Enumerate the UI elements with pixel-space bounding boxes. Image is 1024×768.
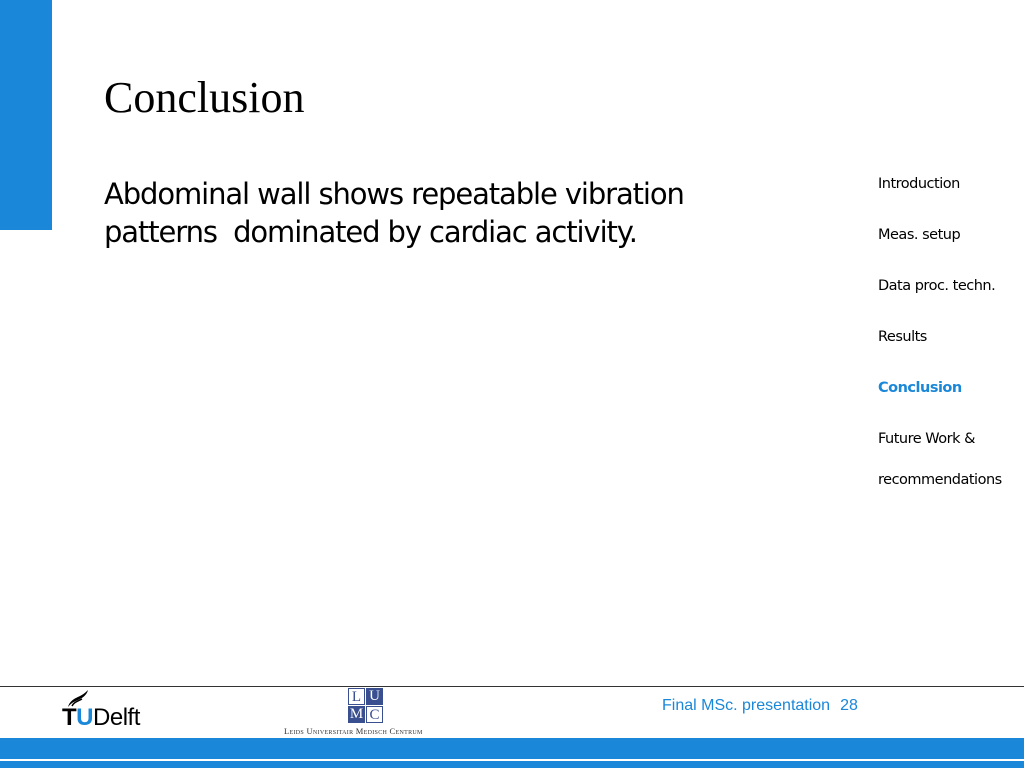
page-number: 28 — [840, 697, 858, 714]
footer-info — [662, 697, 858, 715]
slide-body-text: Abdominal wall shows repeatable vibration patterns dominated by cardiac activity. — [104, 177, 684, 249]
lumc-monogram: L U M C — [348, 688, 384, 724]
nav-item-introduction[interactable]: Introduction — [878, 176, 960, 192]
presentation-label: Final MSc. presentation — [662, 697, 831, 714]
lumc-logo — [284, 688, 454, 738]
footer-bar-bottom — [0, 761, 1024, 768]
slide-title: Conclusion — [104, 73, 305, 122]
accent-bar — [0, 0, 52, 230]
tu-delft-wordmark: TUDelft — [62, 704, 140, 731]
footer-bar — [0, 738, 1024, 759]
nav-item-data-proc[interactable]: Data proc. techn. — [878, 278, 996, 294]
lumc-caption: Leids Universitair Medisch Centrum — [284, 726, 423, 736]
footer-divider — [0, 686, 1024, 687]
nav-item-results[interactable]: Results — [878, 329, 927, 345]
tu-delft-logo — [62, 690, 172, 734]
nav-item-conclusion[interactable]: Conclusion — [878, 380, 962, 396]
nav-item-meas-setup[interactable]: Meas. setup — [878, 227, 961, 243]
nav-item-recommendations[interactable]: recommendations — [878, 472, 1002, 488]
nav-item-future-work[interactable]: Future Work & — [878, 431, 975, 447]
